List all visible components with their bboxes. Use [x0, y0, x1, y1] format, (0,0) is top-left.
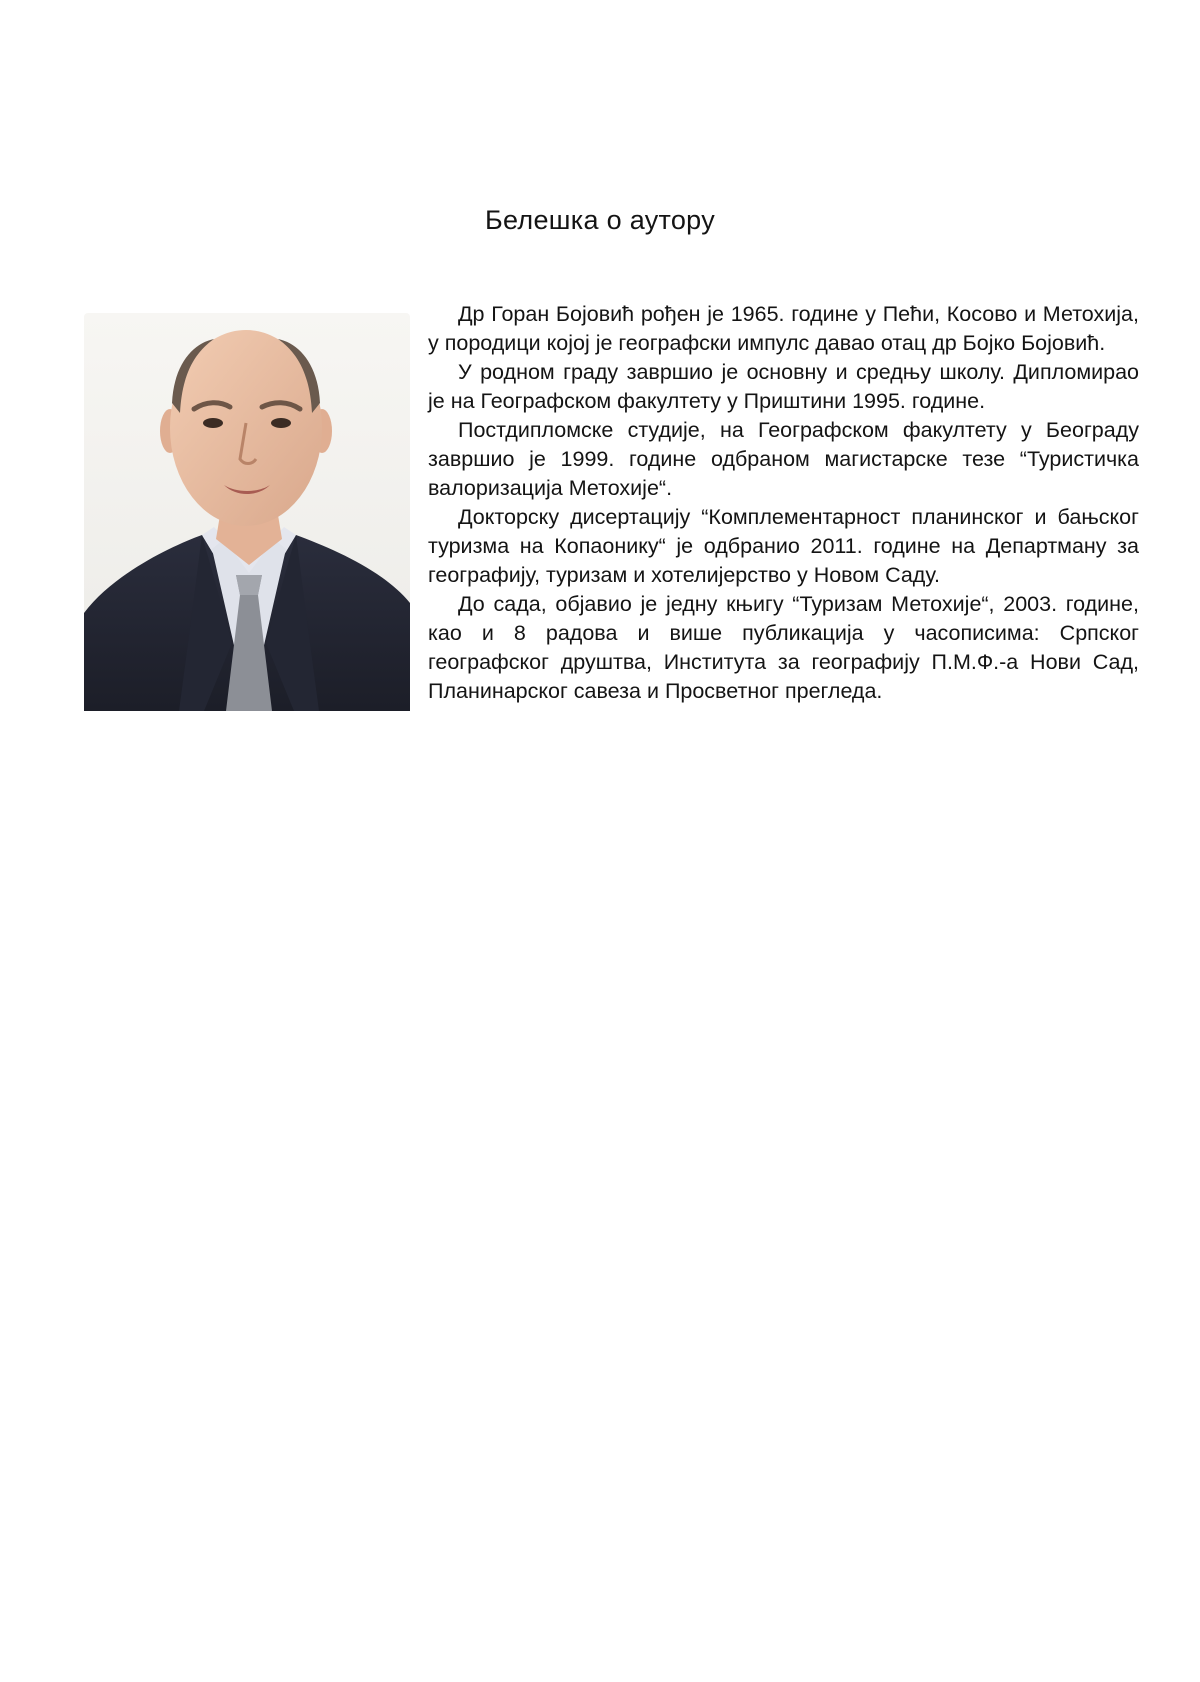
bio-paragraph: Докторску дисертацију “Комплементарност планинског и бањског туризма на Копаонику“ је одбранио 2011. године на Департману за географију, туризам и хотелијерство у Новом Саду.: [428, 505, 1139, 587]
bio-paragraph: Др Горан Бојовић рођен је 1965. године у Пећи, Косово и Метохија, у породици којој је географски импулс давао отац др Бојко Бојовић.: [428, 302, 1139, 355]
bio-paragraph: Постдипломске студије, на Географском факултету у Београду завршио је 1999. године одбраном магистарске тезе “Туристичка валоризација Метохије“.: [428, 418, 1139, 500]
bio-paragraph: У родном граду завршио је основну и средњу школу. Дипломирао је на Географском факултету у Приштини 1995. године.: [428, 360, 1139, 413]
author-portrait: [84, 313, 410, 711]
author-bio: [84, 300, 1139, 711]
page-title: Белешка о аутору: [484, 205, 715, 235]
bio-paragraph: До сада, објавио је једну књигу “Туризам Метохије“, 2003. године, као и 8 радова и више публикација у часописима: Српског географског друштва, Института за географију П.М.Ф.-а Нови Сад, Планинарског савеза и Просветног прегледа.: [428, 592, 1139, 703]
portrait-photo-icon: [84, 313, 410, 711]
